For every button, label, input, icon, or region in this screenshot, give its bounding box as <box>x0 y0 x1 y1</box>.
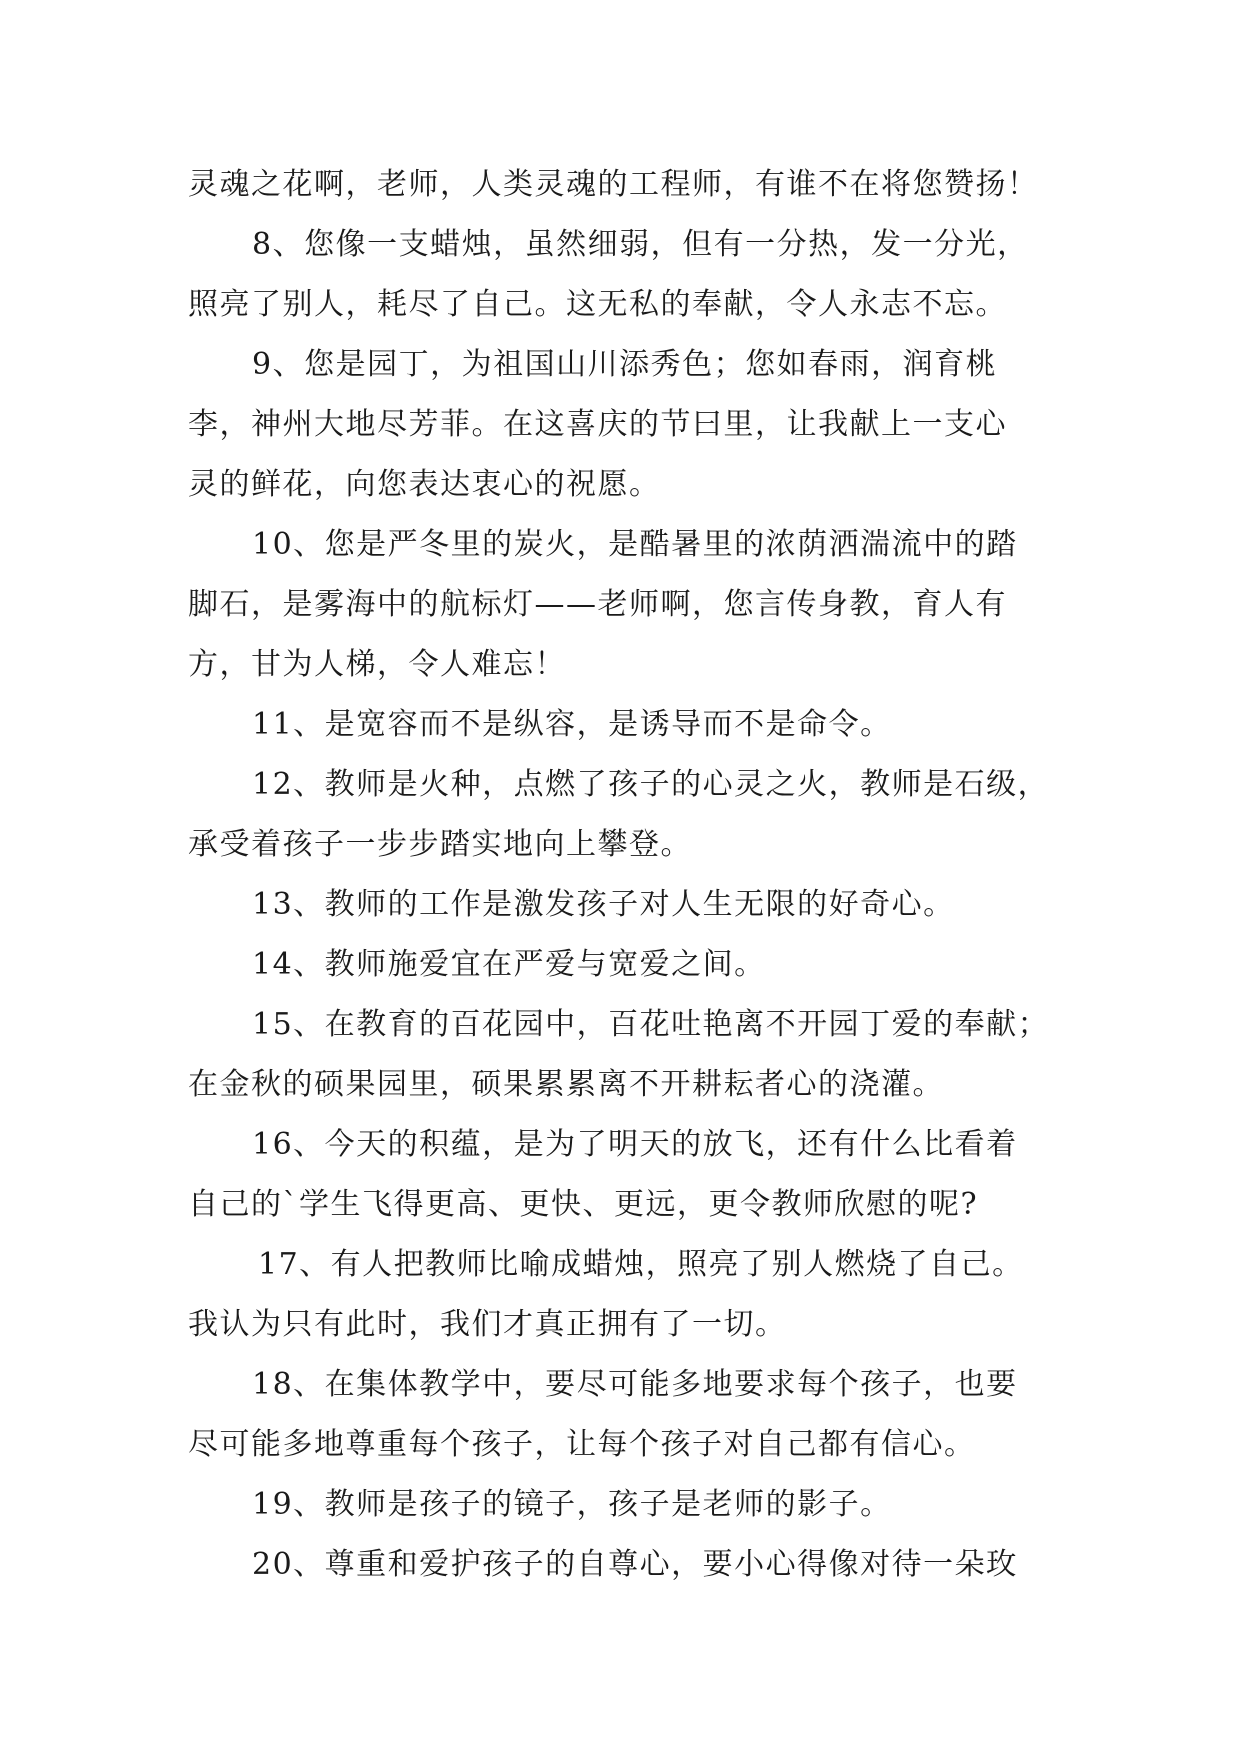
text-line: 我认为只有此时，我们才真正拥有了一切。 <box>188 1307 787 1342</box>
text-line: 灵的鲜花，向您表达衷心的祝愿。 <box>188 467 661 502</box>
text-line: 尽可能多地尊重每个孩子，让每个孩子对自己都有信心。 <box>188 1427 976 1462</box>
text-line: 在金秋的硕果园里，硕果累累离不开耕耘者心的浇灌。 <box>188 1067 944 1102</box>
text-line: 19、教师是孩子的镜子，孩子是老师的影子。 <box>252 1487 892 1522</box>
text-line: 15、在教育的百花园中，百花吐艳离不开园丁爱的奉献； <box>252 1007 1050 1042</box>
text-line: 11、是宽容而不是纵容，是诱导而不是命令。 <box>252 707 892 742</box>
text-line: 13、教师的工作是激发孩子对人生无限的好奇心。 <box>252 887 955 922</box>
text-line: 14、教师施爱宜在严爱与宽爱之间。 <box>252 947 766 982</box>
text-line: 照亮了别人，耗尽了自己。这无私的奉献，令人永志不忘。 <box>188 287 1007 322</box>
text-line: 18、在集体教学中，要尽可能多地要求每个孩子，也要 <box>252 1367 1018 1402</box>
text-line: 20、尊重和爱护孩子的自尊心，要小心得像对待一朵玫 <box>252 1547 1018 1582</box>
text-line: 9、您是园丁，为祖国山川添秀色；您如春雨，润育桃 <box>252 347 998 382</box>
text-line: 17、有人把教师比喻成蜡烛，照亮了别人燃烧了自己。 <box>258 1247 1024 1282</box>
text-line: 李，神州大地尽芳菲。在这喜庆的节曰里，让我献上一支心 <box>188 407 1007 442</box>
text-line: 8、您像一支蜡烛，虽然细弱，但有一分热，发一分光， <box>252 227 1029 262</box>
text-line: 方，甘为人梯，令人难忘！ <box>188 647 566 682</box>
text-line: 灵魂之花啊，老师，人类灵魂的工程师，有谁不在将您赞扬！ <box>188 167 1039 202</box>
text-line: 16、今天的积蕴，是为了明天的放飞，还有什么比看着 <box>252 1127 1018 1162</box>
text-line: 10、您是严冬里的炭火，是酷暑里的浓荫洒湍流中的踏 <box>252 527 1018 562</box>
text-line: 脚石，是雾海中的航标灯——老师啊，您言传身教，育人有 <box>188 587 1007 622</box>
text-line: 自己的`学生飞得更高、更快、更远，更令教师欣慰的呢? <box>188 1187 979 1222</box>
text-line: 承受着孩子一步步踏实地向上攀登。 <box>188 827 692 862</box>
text-line: 12、教师是火种，点燃了孩子的心灵之火，教师是石级， <box>252 767 1050 802</box>
